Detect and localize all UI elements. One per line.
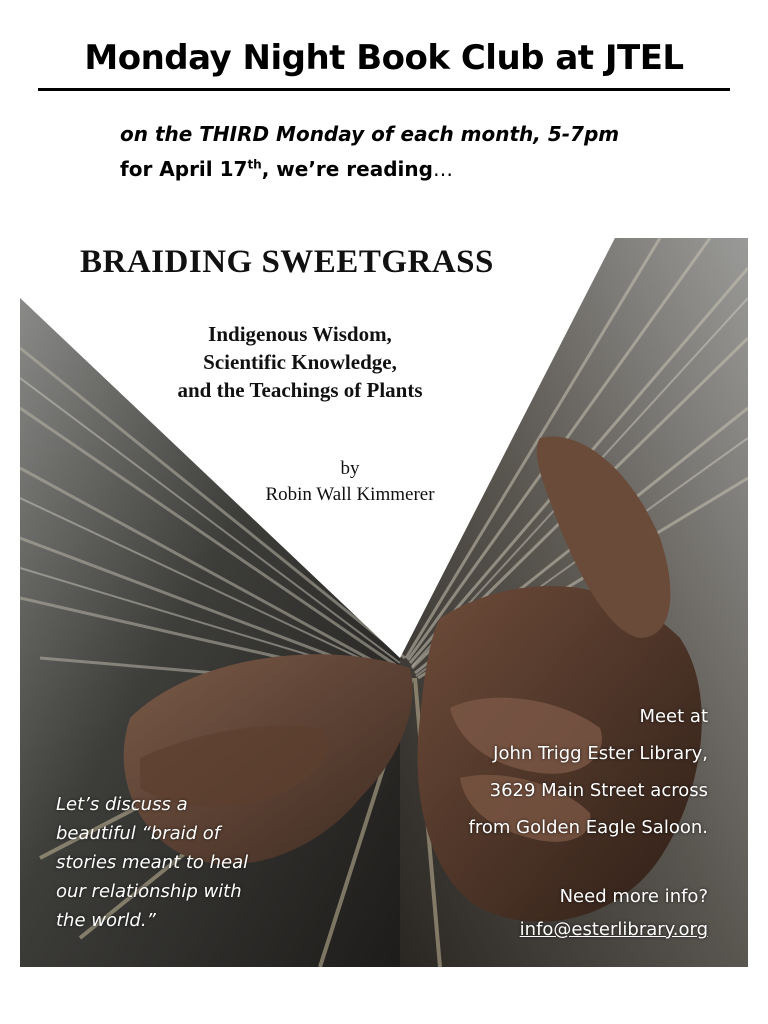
reading-ellipsis: … xyxy=(432,157,453,181)
poster-title: Monday Night Book Club at JTEL xyxy=(84,38,684,78)
subtitle-line: Scientific Knowledge, xyxy=(203,350,397,374)
location-line: from Golden Eagle Saloon. xyxy=(468,817,708,838)
discussion-blurb xyxy=(56,790,306,935)
schedule-text: on the THIRD Monday of each month, 5-7pm xyxy=(120,122,620,146)
reading-ordinal: th xyxy=(247,157,262,172)
contact-info xyxy=(408,880,708,946)
title-divider xyxy=(38,88,730,91)
reading-prefix: for April 17 xyxy=(120,157,248,181)
book-subtitle xyxy=(140,320,460,404)
location-line: 3629 Main Street across xyxy=(489,780,708,801)
reading-suffix: , we’re reading xyxy=(261,157,433,181)
blurb-line: beautiful “braid of xyxy=(56,823,221,844)
blurb-line: Let’s discuss a xyxy=(56,794,188,815)
contact-prompt: Need more info? xyxy=(559,886,708,907)
location-line: Meet at xyxy=(639,706,708,727)
blurb-line: our relationship with xyxy=(56,881,242,902)
book-author: Robin Wall Kimmerer xyxy=(265,484,435,505)
blurb-line: the world.” xyxy=(56,910,156,931)
contact-email-link[interactable]: info@esterlibrary.org xyxy=(519,919,708,940)
meeting-location xyxy=(378,698,708,846)
location-line: John Trigg Ester Library, xyxy=(493,743,708,764)
subtitle-line: and the Teachings of Plants xyxy=(177,378,423,402)
byline-by: by xyxy=(340,458,360,479)
subtitle-line: Indigenous Wisdom, xyxy=(208,322,392,346)
book-title: BRAIDING SWEETGRASS xyxy=(80,244,494,280)
blurb-line: stories meant to heal xyxy=(56,852,249,873)
reading-date-text xyxy=(120,157,453,181)
